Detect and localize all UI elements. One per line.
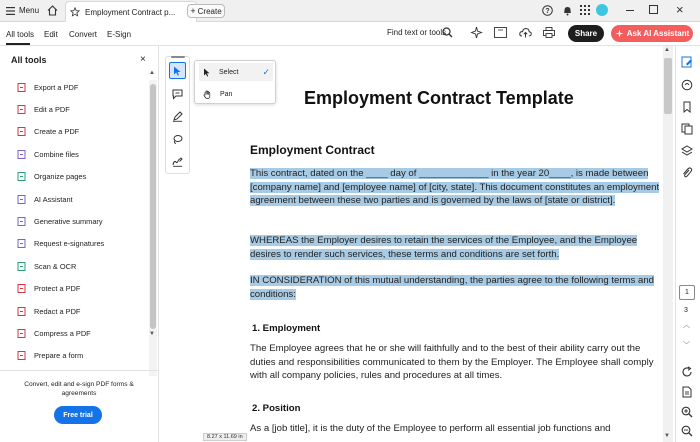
document-properties-icon[interactable] (681, 386, 693, 398)
menu-item-select[interactable] (199, 63, 273, 81)
tool-item-label: Generative summary (34, 216, 103, 226)
tool-item-form[interactable] (17, 348, 147, 364)
edit-pdf-icon[interactable] (681, 56, 693, 68)
tool-item-label: Prepare a form (34, 351, 84, 361)
home-icon[interactable] (47, 5, 58, 16)
page-size-indicator: 8.27 x 11.69 in (203, 433, 247, 441)
page-down-chevron-icon[interactable]: ﹀ (683, 342, 690, 349)
document-tab[interactable] (65, 1, 197, 22)
tool-item-edit[interactable] (17, 101, 147, 117)
comment-icon[interactable] (681, 79, 693, 91)
comment-add-icon (172, 89, 183, 100)
paragraph-position: As a [job title], it is the duty of the Employee to perform all essential job functions and (250, 423, 611, 434)
panel-scroll-thumb[interactable] (150, 84, 156, 329)
combine-icon (17, 150, 26, 159)
document-heading: Employment Contract (250, 143, 375, 157)
hand-icon (203, 90, 212, 99)
menu-button[interactable] (6, 6, 39, 15)
comment-tool-button[interactable] (169, 86, 186, 103)
rotate-icon[interactable] (681, 366, 693, 378)
ask-ai-label: Ask AI Assistant (626, 29, 690, 38)
tab-convert[interactable]: Convert (69, 29, 98, 39)
page-view-icon[interactable] (494, 27, 507, 38)
document-title: Employment Contract Template (304, 88, 574, 108)
section-heading-employment: 1. Employment (252, 323, 321, 334)
avatar[interactable] (596, 4, 608, 16)
apps-grid-icon[interactable] (580, 5, 590, 15)
share-button[interactable]: Share (568, 25, 604, 42)
summary-icon (17, 217, 26, 226)
ai-sparkle-icon[interactable] (470, 26, 483, 39)
free-trial-button[interactable]: Free trial (54, 406, 102, 424)
window-close-button[interactable]: × (676, 2, 684, 17)
tool-item-label: Edit a PDF (34, 104, 70, 114)
find-text-label[interactable]: Find text or tools (387, 28, 447, 37)
tool-item-ai[interactable] (17, 191, 147, 207)
tool-item-summary[interactable] (17, 213, 147, 229)
title-bar (0, 0, 700, 22)
tool-item-label: Redact a PDF (34, 306, 81, 316)
lasso-icon (172, 134, 183, 145)
plus-icon: + (190, 6, 196, 16)
paragraph-employment: The Employee agrees that he or she will faithfully and to the best of their ability carry out the duties and responsibilities communicated to them by the Employer. The Employee shall comply with all company policies, rules and procedures at all times. (250, 343, 654, 381)
bell-icon[interactable] (562, 5, 573, 16)
svg-text:?: ? (545, 8, 550, 15)
create-label: Create (197, 6, 222, 16)
tool-item-label: Scan & OCR (34, 261, 77, 271)
tool-item-protect[interactable] (17, 281, 147, 297)
signature-icon (172, 156, 183, 167)
edit-icon (17, 105, 26, 114)
tool-item-label: Compress a PDF (34, 328, 91, 338)
tool-item-label: Protect a PDF (34, 284, 81, 294)
menu-item-select-label: Select (219, 68, 239, 76)
tool-item-scan[interactable] (17, 258, 147, 274)
redact-icon (17, 307, 26, 316)
freehand-tool-button[interactable] (169, 131, 186, 148)
tool-item-combine[interactable] (17, 146, 147, 162)
checkmark-icon: ✓ (262, 66, 270, 77)
cursor-arrow-icon (203, 68, 211, 77)
total-pages: 3 (684, 307, 688, 314)
scan-icon (17, 262, 26, 271)
doc-scroll-up-arrow[interactable]: ▲ (664, 47, 670, 53)
search-icon[interactable] (442, 27, 453, 38)
toolbar (0, 22, 700, 46)
tool-item-create[interactable] (17, 124, 147, 140)
ai-icon (17, 195, 26, 204)
tool-item-compress[interactable] (17, 325, 147, 341)
tab-edit[interactable]: Edit (44, 29, 58, 39)
ai-assistant-icon (615, 29, 624, 38)
selected-text: WHEREAS the Employer desires to retain the services of the Employee, and the Employee desires to render such services, these terms and conditions are set forth. (250, 235, 638, 260)
page-up-chevron-icon[interactable]: ︿ (683, 322, 690, 329)
scroll-down-arrow[interactable]: ▼ (149, 331, 155, 337)
bookmark-icon[interactable] (681, 101, 693, 113)
selected-text: IN CONSIDERATION of this mutual understanding, the parties agree to the following terms and conditions: (250, 275, 655, 300)
cursor-arrow-icon (173, 66, 182, 76)
section-heading-position: 2. Position (252, 403, 301, 414)
menu-item-pan[interactable] (199, 85, 273, 103)
document-scroll-thumb[interactable] (664, 58, 672, 114)
attachment-icon[interactable] (681, 167, 693, 179)
tool-item-export[interactable] (17, 79, 147, 95)
menu-label: Menu (19, 6, 40, 15)
pen-icon (172, 111, 183, 122)
panel-title: All tools (11, 55, 47, 65)
draw-tool-button[interactable] (169, 108, 186, 125)
doc-scroll-down-arrow[interactable]: ▼ (664, 433, 670, 439)
tab-e-sign[interactable]: E-Sign (107, 29, 132, 39)
current-page-input[interactable]: 1 (679, 285, 695, 300)
tab-label: Employment Contract p... (85, 7, 176, 17)
zoom-in-icon[interactable] (681, 406, 693, 418)
tool-item-label: Export a PDF (34, 82, 79, 92)
scroll-up-arrow[interactable]: ▲ (149, 70, 155, 76)
tool-item-redact[interactable] (17, 303, 147, 319)
maximize-button[interactable] (649, 5, 658, 14)
pages-icon[interactable] (681, 123, 693, 135)
panel-divider (0, 370, 159, 371)
form-icon (17, 351, 26, 360)
strip-handle[interactable] (171, 56, 185, 58)
tool-item-label: Create a PDF (34, 127, 80, 137)
export-icon (17, 83, 26, 92)
promo-text: Convert, edit and e-sign PDF forms & agreements (24, 381, 134, 397)
panel-close-button[interactable]: × (140, 54, 146, 65)
create-button[interactable] (187, 4, 225, 18)
print-icon[interactable] (543, 27, 555, 38)
tool-item-label: Request e-signatures (34, 239, 105, 249)
tool-item-esign[interactable] (17, 236, 147, 252)
layers-icon[interactable] (681, 145, 693, 157)
help-icon[interactable] (542, 5, 553, 16)
cloud-upload-icon[interactable] (519, 27, 532, 38)
hamburger-icon (6, 7, 15, 15)
minimize-button[interactable] (626, 10, 634, 11)
organize-icon (17, 172, 26, 181)
paragraph-consideration[interactable] (250, 274, 668, 301)
ask-ai-assistant-button[interactable] (611, 25, 693, 42)
active-tab-indicator (6, 43, 30, 45)
tool-item-label: Combine files (34, 149, 79, 159)
paragraph-intro[interactable] (250, 167, 668, 208)
tool-item-organize[interactable] (17, 169, 147, 185)
tool-item-label: AI Assistant (34, 194, 73, 204)
protect-icon (17, 284, 26, 293)
compress-icon (17, 329, 26, 338)
tab-all-tools[interactable]: All tools (6, 29, 35, 39)
select-tool-button[interactable] (169, 62, 186, 79)
create-icon (17, 127, 26, 136)
selected-text: This contract, dated on the ____ day of _____________ in the year 20____, is made between [company name] and [employee name] of [city, state]. This document constitutes an employment agreement between these two parties and is governed by the laws of [state or district]. (250, 168, 660, 206)
esign-icon (17, 239, 26, 248)
star-icon[interactable] (70, 7, 80, 17)
select-tool-menu (194, 60, 276, 104)
paragraph-whereas[interactable] (250, 234, 668, 261)
menu-item-pan-label: Pan (220, 90, 233, 98)
tool-item-label: Organize pages (34, 172, 87, 182)
sign-tool-button[interactable] (169, 153, 186, 170)
zoom-out-icon[interactable] (681, 425, 693, 437)
